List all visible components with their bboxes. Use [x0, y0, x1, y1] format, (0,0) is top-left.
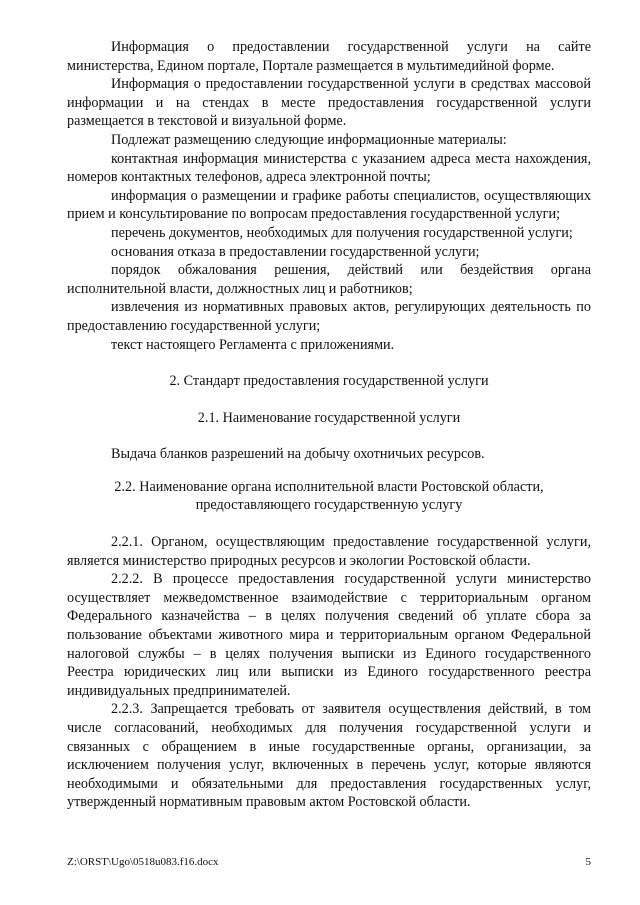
paragraph: 2.2.1. Органом, осуществляющим предоставление государственной услуги, является министерство природных ресурсов и экологии Ростовской области.	[67, 534, 591, 569]
list-item: текст настоящего Регламента с приложениями.	[111, 336, 395, 353]
document-body	[67, 38, 591, 812]
subsection-heading: 2.2. Наименование органа исполнительной власти Ростовской области,	[114, 478, 544, 495]
paragraph: 2.2.3. Запрещается требовать от заявителя осуществления действий, в том числе согласований, необходимых для получения государственной услуги и связанных с обращением в иные государственные органы, организации, за исключением получения услуг, включенных в перечень услуг, которые являются необходимыми и обязательными для предоставления государственных услуг, утвержденный нормативным правовым актом Ростовской области.	[67, 701, 591, 811]
subsection-heading: предоставляющего государственную услугу	[195, 497, 463, 514]
paragraph: Информация о предоставлении государственной услуги в средствах массовой информации и на стендах в месте предоставления государственной услуги размещается в текстовой и визуальной форме.	[67, 76, 591, 130]
page-number: 5	[585, 856, 591, 868]
list-item: контактная информация министерства с указанием адреса места нахождения, номеров контактных телефонов, адреса электронной почты;	[67, 150, 591, 186]
paragraph: Выдача бланков разрешений на добычу охотничьих ресурсов.	[111, 446, 485, 463]
paragraph: 2.2.2. В процессе предоставления государственной услуги министерство осуществляет межведомственное взаимодействие с территориальным органом Федерального казначейства – в целях получения сведений об уплате сбора за пользование объектами животного мира и территориальным органом Федеральной налоговой службы – в целях получения выписки из Единого государственного Реестра юридических лиц или выписки из Единого государственного реестра индивидуальных предпринимателей.	[67, 571, 591, 699]
file-path: Z:\ORST\Ugo\0518u083.f16.docx	[67, 856, 219, 868]
subsection-heading: 2.1. Наименование государственной услуги	[197, 409, 461, 426]
list-item: информация о размещении и графике работы специалистов, осуществляющих прием и консультирование по вопросам предоставления государственной услуги;	[67, 187, 591, 223]
list-item: перечень документов, необходимых для получения государственной услуги;	[111, 224, 573, 241]
paragraph: Подлежат размещению следующие информационные материалы:	[111, 131, 507, 148]
list-item: извлечения из нормативных правовых актов, регулирующих деятельность по предоставлению государственной услуги;	[67, 299, 591, 334]
page-footer	[67, 856, 591, 869]
list-item: порядок обжалования решения, действий или бездействия органа исполнительной власти, должностных лиц и работников;	[67, 262, 591, 297]
paragraph: Информация о предоставлении государственной услуги на сайте министерства, Едином портале, Портале размещается в мультимедийной форме.	[67, 39, 591, 74]
list-item: основания отказа в предоставлении государственной услуги;	[111, 243, 480, 260]
section-heading: 2. Стандарт предоставления государственной услуги	[169, 373, 489, 390]
